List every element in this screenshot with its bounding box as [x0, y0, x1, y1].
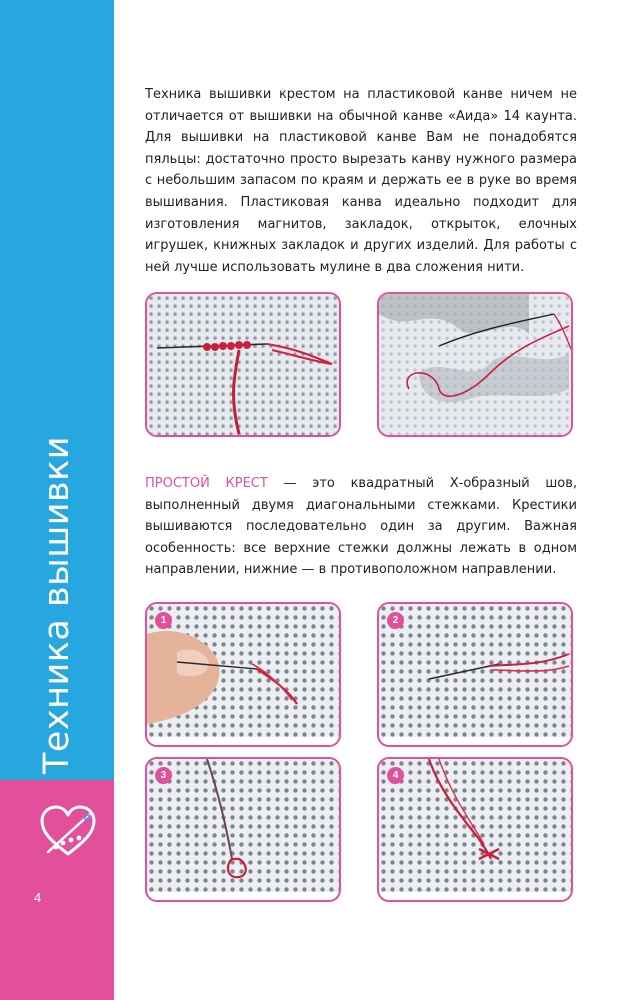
- step-photo-1: [145, 602, 341, 747]
- photo-thread-shadow: [377, 292, 573, 437]
- simple-cross-term: ПРОСТОЙ КРЕСТ: [145, 476, 268, 491]
- step-badge: 3: [155, 767, 172, 784]
- photo-needle-beads: [145, 292, 341, 437]
- step-badge: 4: [387, 767, 404, 784]
- step-badge: 1: [155, 612, 172, 629]
- step-photo-4: [377, 757, 573, 902]
- step-photo-2: [377, 602, 573, 747]
- step-photo-3: [145, 757, 341, 902]
- heart-needle-icon: [36, 800, 100, 864]
- intro-paragraph: Техника вышивки крестом на пластиковой канве ничем не отличается от вышивки на обычной канве «Аида» 14 каунта. Для вышивки на пластиковой канве Вам не понадобятся пяльцы: достаточно просто вырезать канву нужного размера с небольшим запасом по краям и держать ее в руке во время вышивания. Пластиковая канва идеально подходит для изготовления магнитов, закладок, открыток, елочных игрушек, книжных закладок и других изделий. Для работы с ней лучше использовать мулине в два сложения нити.: [145, 87, 577, 275]
- simple-cross-description: — это квадратный Х-образный шов, выполненный двумя диагональными стежками. Крестики вышиваются последовательно один за другим. Важная особенность: все верхние стежки должны лежать в одном направлении, нижние — в противоположном направлении.: [145, 476, 577, 578]
- sidebar-blue-band: [0, 0, 114, 780]
- step-badge: 2: [387, 612, 404, 629]
- sidebar-pink-band: [0, 780, 114, 1000]
- page-number: 4: [34, 890, 42, 905]
- section-title: Техника вышивки: [37, 435, 77, 775]
- simple-cross-paragraph: [145, 473, 577, 581]
